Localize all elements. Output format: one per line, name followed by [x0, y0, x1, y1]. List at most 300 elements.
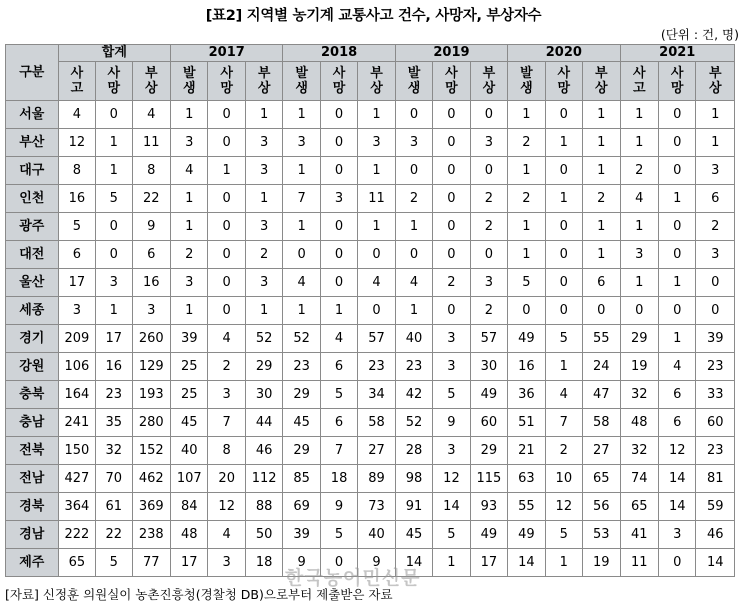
table-cell: 5	[320, 381, 357, 409]
table-cell: 3	[58, 297, 95, 325]
table-cell: 63	[508, 465, 545, 493]
table-cell: 40	[171, 437, 208, 465]
table-row	[6, 185, 735, 213]
table-row	[6, 241, 735, 269]
table-cell: 35	[96, 409, 132, 437]
table-cell: 49	[470, 381, 507, 409]
sub-header-cell: 부 상	[696, 62, 735, 101]
table-cell: 3	[470, 129, 507, 157]
table-cell: 1	[696, 101, 735, 129]
table-cell: 49	[470, 521, 507, 549]
table-cell: 0	[433, 297, 470, 325]
table-cell: 1	[283, 213, 320, 241]
table-cell: 0	[208, 297, 245, 325]
table-cell: 2	[470, 213, 507, 241]
region-label: 경기	[6, 325, 59, 353]
table-cell: 85	[283, 465, 320, 493]
table-cell: 3	[208, 381, 245, 409]
table-cell: 241	[58, 409, 95, 437]
table-cell: 14	[658, 465, 695, 493]
table-cell: 28	[395, 437, 432, 465]
table-cell: 2	[208, 353, 245, 381]
table-cell: 107	[171, 465, 208, 493]
table-row	[6, 437, 735, 465]
table-cell: 12	[658, 437, 695, 465]
sub-header-cell: 부 상	[245, 62, 282, 101]
table-cell: 12	[545, 493, 582, 521]
region-label: 부산	[6, 129, 59, 157]
table-cell: 5	[96, 549, 132, 577]
table-header	[6, 45, 735, 101]
table-cell: 48	[620, 409, 658, 437]
table-cell: 4	[58, 101, 95, 129]
table-cell: 0	[696, 269, 735, 297]
table-cell: 23	[696, 437, 735, 465]
table-cell: 0	[358, 297, 395, 325]
table-cell: 30	[470, 353, 507, 381]
table-cell: 3	[620, 241, 658, 269]
table-cell: 0	[320, 157, 357, 185]
table-cell: 4	[208, 521, 245, 549]
table-cell: 2	[620, 157, 658, 185]
table-cell: 17	[470, 549, 507, 577]
table-cell: 9	[433, 409, 470, 437]
table-cell: 0	[208, 269, 245, 297]
table-cell: 427	[58, 465, 95, 493]
table-cell: 21	[508, 437, 545, 465]
table-title: [표2] 지역별 농기계 교통사고 건수, 사망자, 부상자수	[205, 8, 542, 24]
table-cell: 2	[545, 437, 582, 465]
table-row	[6, 297, 735, 325]
table-cell: 53	[583, 521, 620, 549]
table-cell: 112	[245, 465, 282, 493]
table-cell: 7	[545, 409, 582, 437]
table-cell: 22	[132, 185, 170, 213]
table-cell: 52	[395, 409, 432, 437]
table-cell: 45	[283, 409, 320, 437]
table-cell: 8	[208, 437, 245, 465]
table-cell: 0	[658, 157, 695, 185]
table-row	[6, 325, 735, 353]
table-cell: 1	[96, 157, 132, 185]
table-row	[6, 465, 735, 493]
table-cell: 12	[433, 465, 470, 493]
table-cell: 1	[545, 353, 582, 381]
table-cell: 0	[658, 241, 695, 269]
table-cell: 12	[208, 493, 245, 521]
table-cell: 5	[58, 213, 95, 241]
table-cell: 4	[620, 185, 658, 213]
table-cell: 29	[283, 381, 320, 409]
table-cell: 42	[395, 381, 432, 409]
table-cell: 193	[132, 381, 170, 409]
table-cell: 0	[208, 185, 245, 213]
table-cell: 3	[245, 157, 282, 185]
sub-header-cell: 사 망	[320, 62, 357, 101]
table-cell: 81	[696, 465, 735, 493]
table-cell: 1	[283, 297, 320, 325]
table-cell: 29	[470, 437, 507, 465]
table-cell: 1	[395, 297, 432, 325]
table-cell: 1	[96, 129, 132, 157]
region-label: 충남	[6, 409, 59, 437]
table-cell: 0	[658, 129, 695, 157]
table-cell: 3	[320, 185, 357, 213]
table-cell: 0	[208, 101, 245, 129]
table-cell: 5	[96, 185, 132, 213]
table-cell: 6	[320, 409, 357, 437]
table-cell: 4	[658, 353, 695, 381]
table-cell: 0	[433, 101, 470, 129]
table-cell: 8	[132, 157, 170, 185]
table-cell: 44	[245, 409, 282, 437]
table-cell: 1	[245, 101, 282, 129]
table-cell: 11	[358, 185, 395, 213]
sub-header-cell: 발 생	[171, 62, 208, 101]
table-cell: 5	[433, 521, 470, 549]
table-cell: 0	[208, 213, 245, 241]
table-cell: 0	[545, 101, 582, 129]
table-cell: 46	[245, 437, 282, 465]
table-cell: 4	[395, 269, 432, 297]
table-cell: 7	[320, 437, 357, 465]
table-cell: 1	[171, 297, 208, 325]
region-label: 광주	[6, 213, 59, 241]
table-cell: 6	[58, 241, 95, 269]
table-cell: 52	[245, 325, 282, 353]
table-cell: 209	[58, 325, 95, 353]
table-cell: 58	[358, 409, 395, 437]
table-cell: 1	[583, 129, 620, 157]
table-cell: 3	[696, 157, 735, 185]
table-cell: 93	[470, 493, 507, 521]
table-cell: 1	[358, 213, 395, 241]
sub-header-cell: 발 생	[395, 62, 432, 101]
table-cell: 0	[545, 269, 582, 297]
table-cell: 4	[545, 381, 582, 409]
table-cell: 0	[96, 213, 132, 241]
table-cell: 2	[696, 213, 735, 241]
table-cell: 77	[132, 549, 170, 577]
table-cell: 3	[171, 129, 208, 157]
table-cell: 3	[245, 129, 282, 157]
table-cell: 1	[358, 101, 395, 129]
table-cell: 39	[696, 325, 735, 353]
table-cell: 0	[433, 241, 470, 269]
table-cell: 11	[620, 549, 658, 577]
table-cell: 1	[395, 213, 432, 241]
table-cell: 65	[620, 493, 658, 521]
table-body	[6, 101, 735, 577]
region-label: 대구	[6, 157, 59, 185]
table-cell: 8	[58, 157, 95, 185]
table-cell: 1	[620, 129, 658, 157]
table-cell: 32	[96, 437, 132, 465]
table-cell: 84	[171, 493, 208, 521]
table-cell: 3	[208, 549, 245, 577]
table-cell: 2	[433, 269, 470, 297]
table-cell: 1	[283, 157, 320, 185]
table-cell: 1	[508, 101, 545, 129]
table-cell: 2	[470, 185, 507, 213]
table-cell: 5	[545, 521, 582, 549]
table-cell: 1	[508, 157, 545, 185]
table-cell: 50	[245, 521, 282, 549]
table-cell: 1	[620, 269, 658, 297]
region-label: 전북	[6, 437, 59, 465]
table-cell: 9	[358, 549, 395, 577]
region-label: 충북	[6, 381, 59, 409]
table-cell: 57	[358, 325, 395, 353]
sub-header-cell: 부 상	[132, 62, 170, 101]
sub-header-cell: 사 고	[58, 62, 95, 101]
table-cell: 280	[132, 409, 170, 437]
source-note: [자료] 신정훈 의원실이 농촌진흥청(경찰청 DB)으로부터 제출받은 자료	[5, 587, 393, 602]
table-row	[6, 353, 735, 381]
table-cell: 106	[58, 353, 95, 381]
unit-note: (단위 : 건, 명)	[660, 27, 739, 42]
region-label: 인천	[6, 185, 59, 213]
table-cell: 14	[433, 493, 470, 521]
table-cell: 260	[132, 325, 170, 353]
region-label: 강원	[6, 353, 59, 381]
table-cell: 89	[358, 465, 395, 493]
table-cell: 2	[171, 241, 208, 269]
group-header-2020: 2020	[508, 45, 620, 62]
table-cell: 25	[171, 381, 208, 409]
table-cell: 16	[96, 353, 132, 381]
table-cell: 3	[433, 437, 470, 465]
table-cell: 3	[245, 269, 282, 297]
table-cell: 1	[283, 101, 320, 129]
group-header-2019: 2019	[395, 45, 507, 62]
table-cell: 0	[433, 185, 470, 213]
table-cell: 10	[545, 465, 582, 493]
table-cell: 65	[58, 549, 95, 577]
table-cell: 1	[583, 213, 620, 241]
table-cell: 12	[58, 129, 95, 157]
table-cell: 59	[696, 493, 735, 521]
table-row	[6, 521, 735, 549]
table-cell: 1	[171, 213, 208, 241]
group-header-2017: 2017	[171, 45, 283, 62]
table-cell: 0	[96, 241, 132, 269]
table-cell: 16	[58, 185, 95, 213]
table-cell: 55	[508, 493, 545, 521]
table-cell: 150	[58, 437, 95, 465]
table-cell: 6	[696, 185, 735, 213]
table-cell: 4	[208, 325, 245, 353]
table-cell: 1	[583, 157, 620, 185]
table-cell: 6	[132, 241, 170, 269]
table-cell: 49	[508, 325, 545, 353]
table-cell: 9	[320, 493, 357, 521]
table-cell: 0	[96, 101, 132, 129]
sub-header-cell: 발 생	[508, 62, 545, 101]
table-cell: 1	[620, 101, 658, 129]
region-label: 경북	[6, 493, 59, 521]
table-cell: 1	[545, 129, 582, 157]
table-cell: 1	[508, 241, 545, 269]
table-cell: 45	[171, 409, 208, 437]
table-cell: 3	[96, 269, 132, 297]
table-cell: 0	[470, 241, 507, 269]
table-cell: 5	[320, 521, 357, 549]
table-cell: 0	[283, 241, 320, 269]
table-cell: 29	[245, 353, 282, 381]
table-cell: 3	[395, 129, 432, 157]
table-cell: 40	[395, 325, 432, 353]
accident-table	[5, 44, 735, 577]
table-cell: 1	[245, 185, 282, 213]
table-cell: 56	[583, 493, 620, 521]
sub-header-cell: 부 상	[358, 62, 395, 101]
region-label: 세종	[6, 297, 59, 325]
table-cell: 5	[433, 381, 470, 409]
table-cell: 0	[395, 101, 432, 129]
table-cell: 16	[508, 353, 545, 381]
table-cell: 0	[208, 129, 245, 157]
table-cell: 16	[132, 269, 170, 297]
table-cell: 222	[58, 521, 95, 549]
table-cell: 1	[245, 297, 282, 325]
region-label: 전남	[6, 465, 59, 493]
table-cell: 23	[283, 353, 320, 381]
table-cell: 40	[358, 521, 395, 549]
table-cell: 2	[508, 185, 545, 213]
table-cell: 4	[171, 157, 208, 185]
table-cell: 0	[320, 549, 357, 577]
table-cell: 1	[545, 549, 582, 577]
group-header-2018: 2018	[283, 45, 395, 62]
table-cell: 1	[658, 269, 695, 297]
table-cell: 1	[171, 185, 208, 213]
table-cell: 1	[658, 325, 695, 353]
table-cell: 0	[320, 213, 357, 241]
table-cell: 1	[96, 297, 132, 325]
table-cell: 1	[320, 297, 357, 325]
table-cell: 36	[508, 381, 545, 409]
table-cell: 14	[658, 493, 695, 521]
table-cell: 2	[245, 241, 282, 269]
table-cell: 70	[96, 465, 132, 493]
table-cell: 0	[320, 269, 357, 297]
table-cell: 17	[58, 269, 95, 297]
table-cell: 0	[395, 157, 432, 185]
table-cell: 0	[470, 101, 507, 129]
table-cell: 1	[433, 549, 470, 577]
table-cell: 57	[470, 325, 507, 353]
table-cell: 1	[208, 157, 245, 185]
table-cell: 0	[320, 101, 357, 129]
table-cell: 29	[620, 325, 658, 353]
table-cell: 74	[620, 465, 658, 493]
table-cell: 2	[395, 185, 432, 213]
table-cell: 5	[545, 325, 582, 353]
table-cell: 1	[508, 213, 545, 241]
table-row	[6, 157, 735, 185]
table-cell: 3	[358, 129, 395, 157]
table-cell: 0	[620, 297, 658, 325]
sub-header-cell: 사 고	[620, 62, 658, 101]
group-header-2021: 2021	[620, 45, 734, 62]
table-cell: 23	[696, 353, 735, 381]
table-cell: 27	[358, 437, 395, 465]
table-cell: 6	[658, 409, 695, 437]
table-cell: 52	[283, 325, 320, 353]
table-cell: 17	[96, 325, 132, 353]
table-cell: 6	[320, 353, 357, 381]
table-cell: 55	[583, 325, 620, 353]
table-cell: 1	[696, 129, 735, 157]
table-cell: 0	[470, 157, 507, 185]
table-cell: 0	[433, 157, 470, 185]
table-cell: 34	[358, 381, 395, 409]
table-cell: 65	[583, 465, 620, 493]
table-cell: 2	[470, 297, 507, 325]
table-cell: 115	[470, 465, 507, 493]
table-cell: 47	[583, 381, 620, 409]
table-cell: 5	[508, 269, 545, 297]
table-cell: 14	[696, 549, 735, 577]
table-cell: 6	[583, 269, 620, 297]
table-cell: 462	[132, 465, 170, 493]
table-cell: 0	[583, 297, 620, 325]
sub-header-row	[6, 62, 735, 101]
table-cell: 49	[508, 521, 545, 549]
table-cell: 58	[583, 409, 620, 437]
table-cell: 1	[358, 157, 395, 185]
table-cell: 0	[696, 297, 735, 325]
table-cell: 14	[508, 549, 545, 577]
table-cell: 1	[658, 185, 695, 213]
table-cell: 3	[132, 297, 170, 325]
table-cell: 23	[358, 353, 395, 381]
table-cell: 3	[658, 521, 695, 549]
group-header-total: 합계	[58, 45, 170, 62]
table-cell: 27	[583, 437, 620, 465]
table-cell: 0	[658, 297, 695, 325]
table-cell: 73	[358, 493, 395, 521]
table-cell: 9	[283, 549, 320, 577]
table-cell: 0	[545, 213, 582, 241]
sub-header-cell: 사 망	[433, 62, 470, 101]
table-cell: 0	[208, 241, 245, 269]
table-row	[6, 493, 735, 521]
table-cell: 1	[583, 241, 620, 269]
table-row	[6, 409, 735, 437]
table-cell: 4	[283, 269, 320, 297]
table-cell: 91	[395, 493, 432, 521]
sub-header-cell: 부 상	[583, 62, 620, 101]
table-cell: 98	[395, 465, 432, 493]
table-row	[6, 213, 735, 241]
table-cell: 0	[433, 129, 470, 157]
table-cell: 41	[620, 521, 658, 549]
table-cell: 0	[358, 241, 395, 269]
table-cell: 69	[283, 493, 320, 521]
table-cell: 25	[171, 353, 208, 381]
table-cell: 0	[433, 213, 470, 241]
sub-header-cell: 사 망	[658, 62, 695, 101]
table-cell: 14	[395, 549, 432, 577]
table-cell: 152	[132, 437, 170, 465]
table-cell: 7	[208, 409, 245, 437]
table-cell: 20	[208, 465, 245, 493]
table-cell: 1	[620, 213, 658, 241]
table-cell: 24	[583, 353, 620, 381]
table-cell: 32	[620, 381, 658, 409]
